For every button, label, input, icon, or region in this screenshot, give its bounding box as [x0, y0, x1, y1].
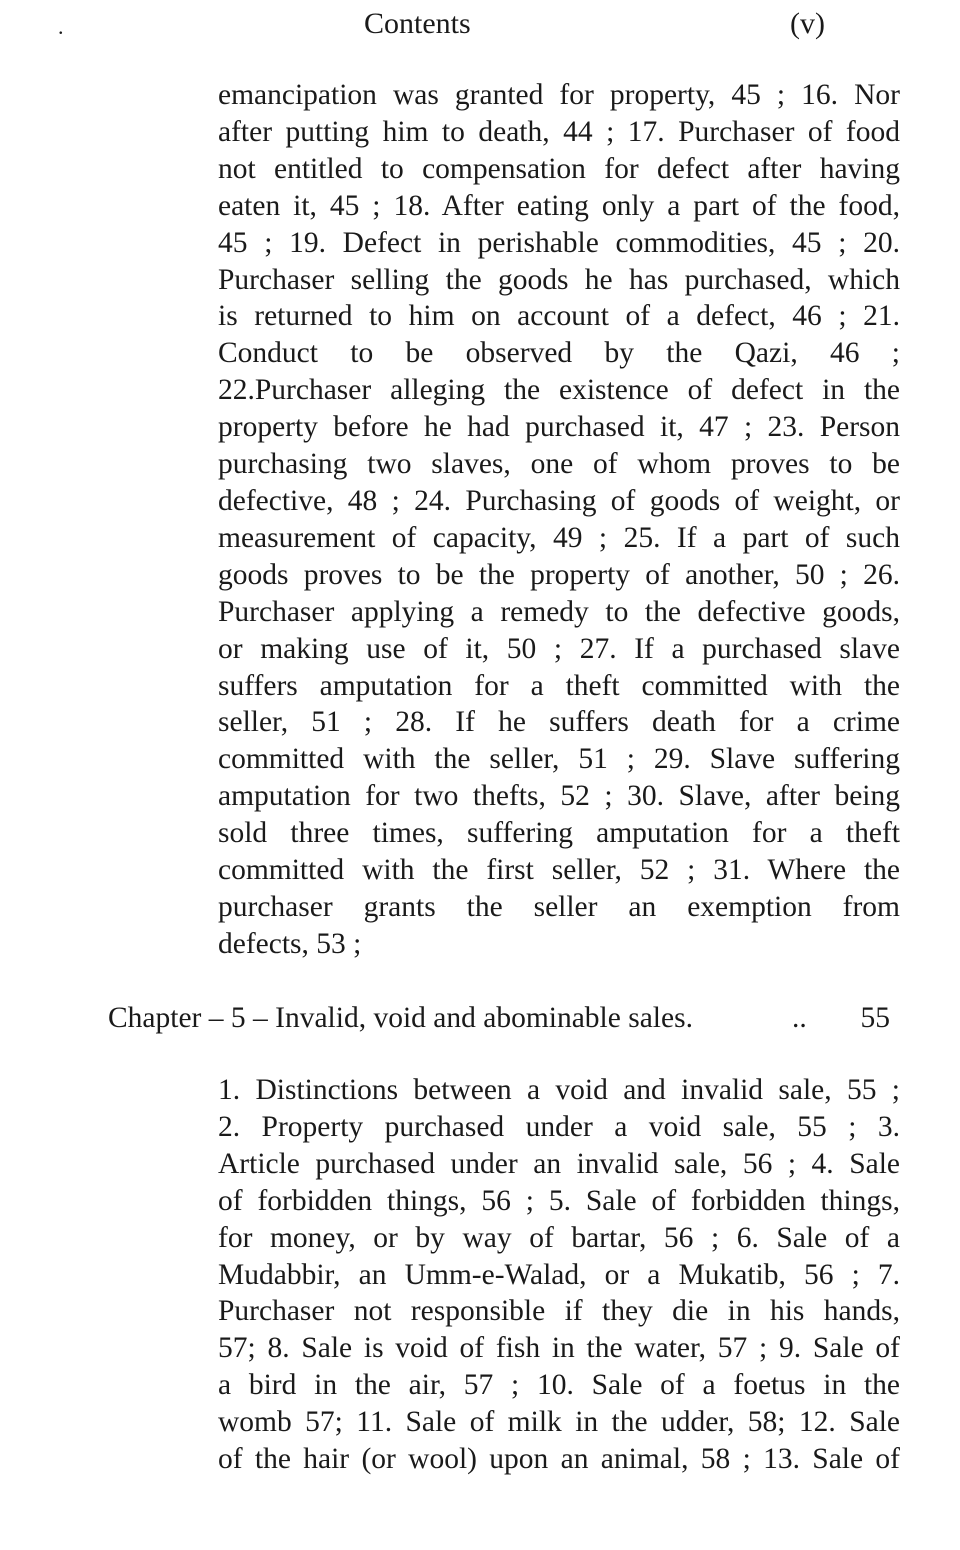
text-line: of the hair (or wool) upon an animal, 58 ; 13. Sale of — [218, 1443, 900, 1476]
text-line: 22.Purchaser alleging the existence of defect in the — [218, 374, 900, 407]
chapter-contents-paragraph — [218, 1072, 900, 1478]
text-line: Purchaser selling the goods he has purchased, which — [218, 263, 900, 296]
text-line: Purchaser not responsible if they die in his hands, — [218, 1295, 900, 1328]
text-line: amputation for two thefts, 52 ; 30. Slave, after being — [218, 780, 900, 813]
running-title: Contents — [364, 7, 471, 40]
text-line: sold three times, suffering amputation for a theft — [218, 817, 900, 850]
text-line: purchasing two slaves, one of whom proves to be — [218, 448, 900, 481]
text-line: property before he had purchased it, 47 ; 23. Person — [218, 411, 900, 444]
text-line: 2. Property purchased under a void sale, 55 ; 3. — [218, 1110, 900, 1143]
text-line: suffers amputation for a theft committed with the — [218, 669, 900, 702]
text-line: committed with the seller, 51 ; 29. Slave suffering — [218, 743, 900, 776]
text-line: measurement of capacity, 49 ; 25. If a part of such — [218, 521, 900, 554]
text-line: 45 ; 19. Defect in perishable commodities, 45 ; 20. — [218, 226, 900, 259]
text-line: emancipation was granted for property, 45 ; 16. Nor — [218, 79, 900, 111]
dot-leader: .. — [792, 1002, 807, 1034]
text-line: Mudabbir, an Umm-e-Walad, or a Mukatib, 56 ; 7. — [218, 1258, 900, 1291]
page-mark: . — [58, 14, 64, 39]
text-line: after putting him to death, 44 ; 17. Purchaser of food — [218, 115, 900, 148]
text-line: a bird in the air, 57 ; 10. Sale of a foetus in the — [218, 1369, 900, 1402]
text-line: defective, 48 ; 24. Purchasing of goods of weight, or — [218, 484, 900, 517]
text-line: of forbidden things, 56 ; 5. Sale of forbidden things, — [218, 1184, 900, 1217]
section-continued-paragraph — [218, 77, 900, 963]
text-line: committed with the first seller, 52 ; 31. Where the — [218, 854, 900, 887]
text-line: 1. Distinctions between a void and invalid sale, 55 ; — [218, 1074, 900, 1106]
text-line: womb 57; 11. Sale of milk in the udder, 58; 12. Sale — [218, 1406, 900, 1439]
page-number: (v) — [790, 7, 825, 40]
chapter-heading — [108, 998, 890, 1038]
text-line: eaten it, 45 ; 18. After eating only a part of the food, — [218, 189, 900, 222]
text-line: 57; 8. Sale is void of fish in the water, 57 ; 9. Sale of — [218, 1332, 900, 1365]
text-line: seller, 51 ; 28. If he suffers death for a crime — [218, 706, 900, 739]
text-line: is returned to him on account of a defect, 46 ; 21. — [218, 300, 900, 333]
text-line: Conduct to be observed by the Qazi, 46 ; — [218, 337, 900, 370]
chapter-title: Chapter – 5 – Invalid, void and abominable sales. — [108, 1002, 693, 1034]
chapter-page-number: 55 — [860, 1002, 890, 1034]
text-line: goods proves to be the property of another, 50 ; 26. — [218, 558, 900, 591]
text-line: or making use of it, 50 ; 27. If a purchased slave — [218, 632, 900, 665]
text-line: not entitled to compensation for defect after having — [218, 152, 900, 185]
text-line: purchaser grants the seller an exemption from — [218, 890, 900, 923]
running-header — [0, 4, 960, 44]
text-line: for money, or by way of bartar, 56 ; 6. Sale of a — [218, 1221, 900, 1254]
text-line: Article purchased under an invalid sale, 56 ; 4. Sale — [218, 1147, 900, 1180]
text-line: defects, 53 ; — [218, 927, 362, 960]
text-line: Purchaser applying a remedy to the defective goods, — [218, 595, 900, 628]
